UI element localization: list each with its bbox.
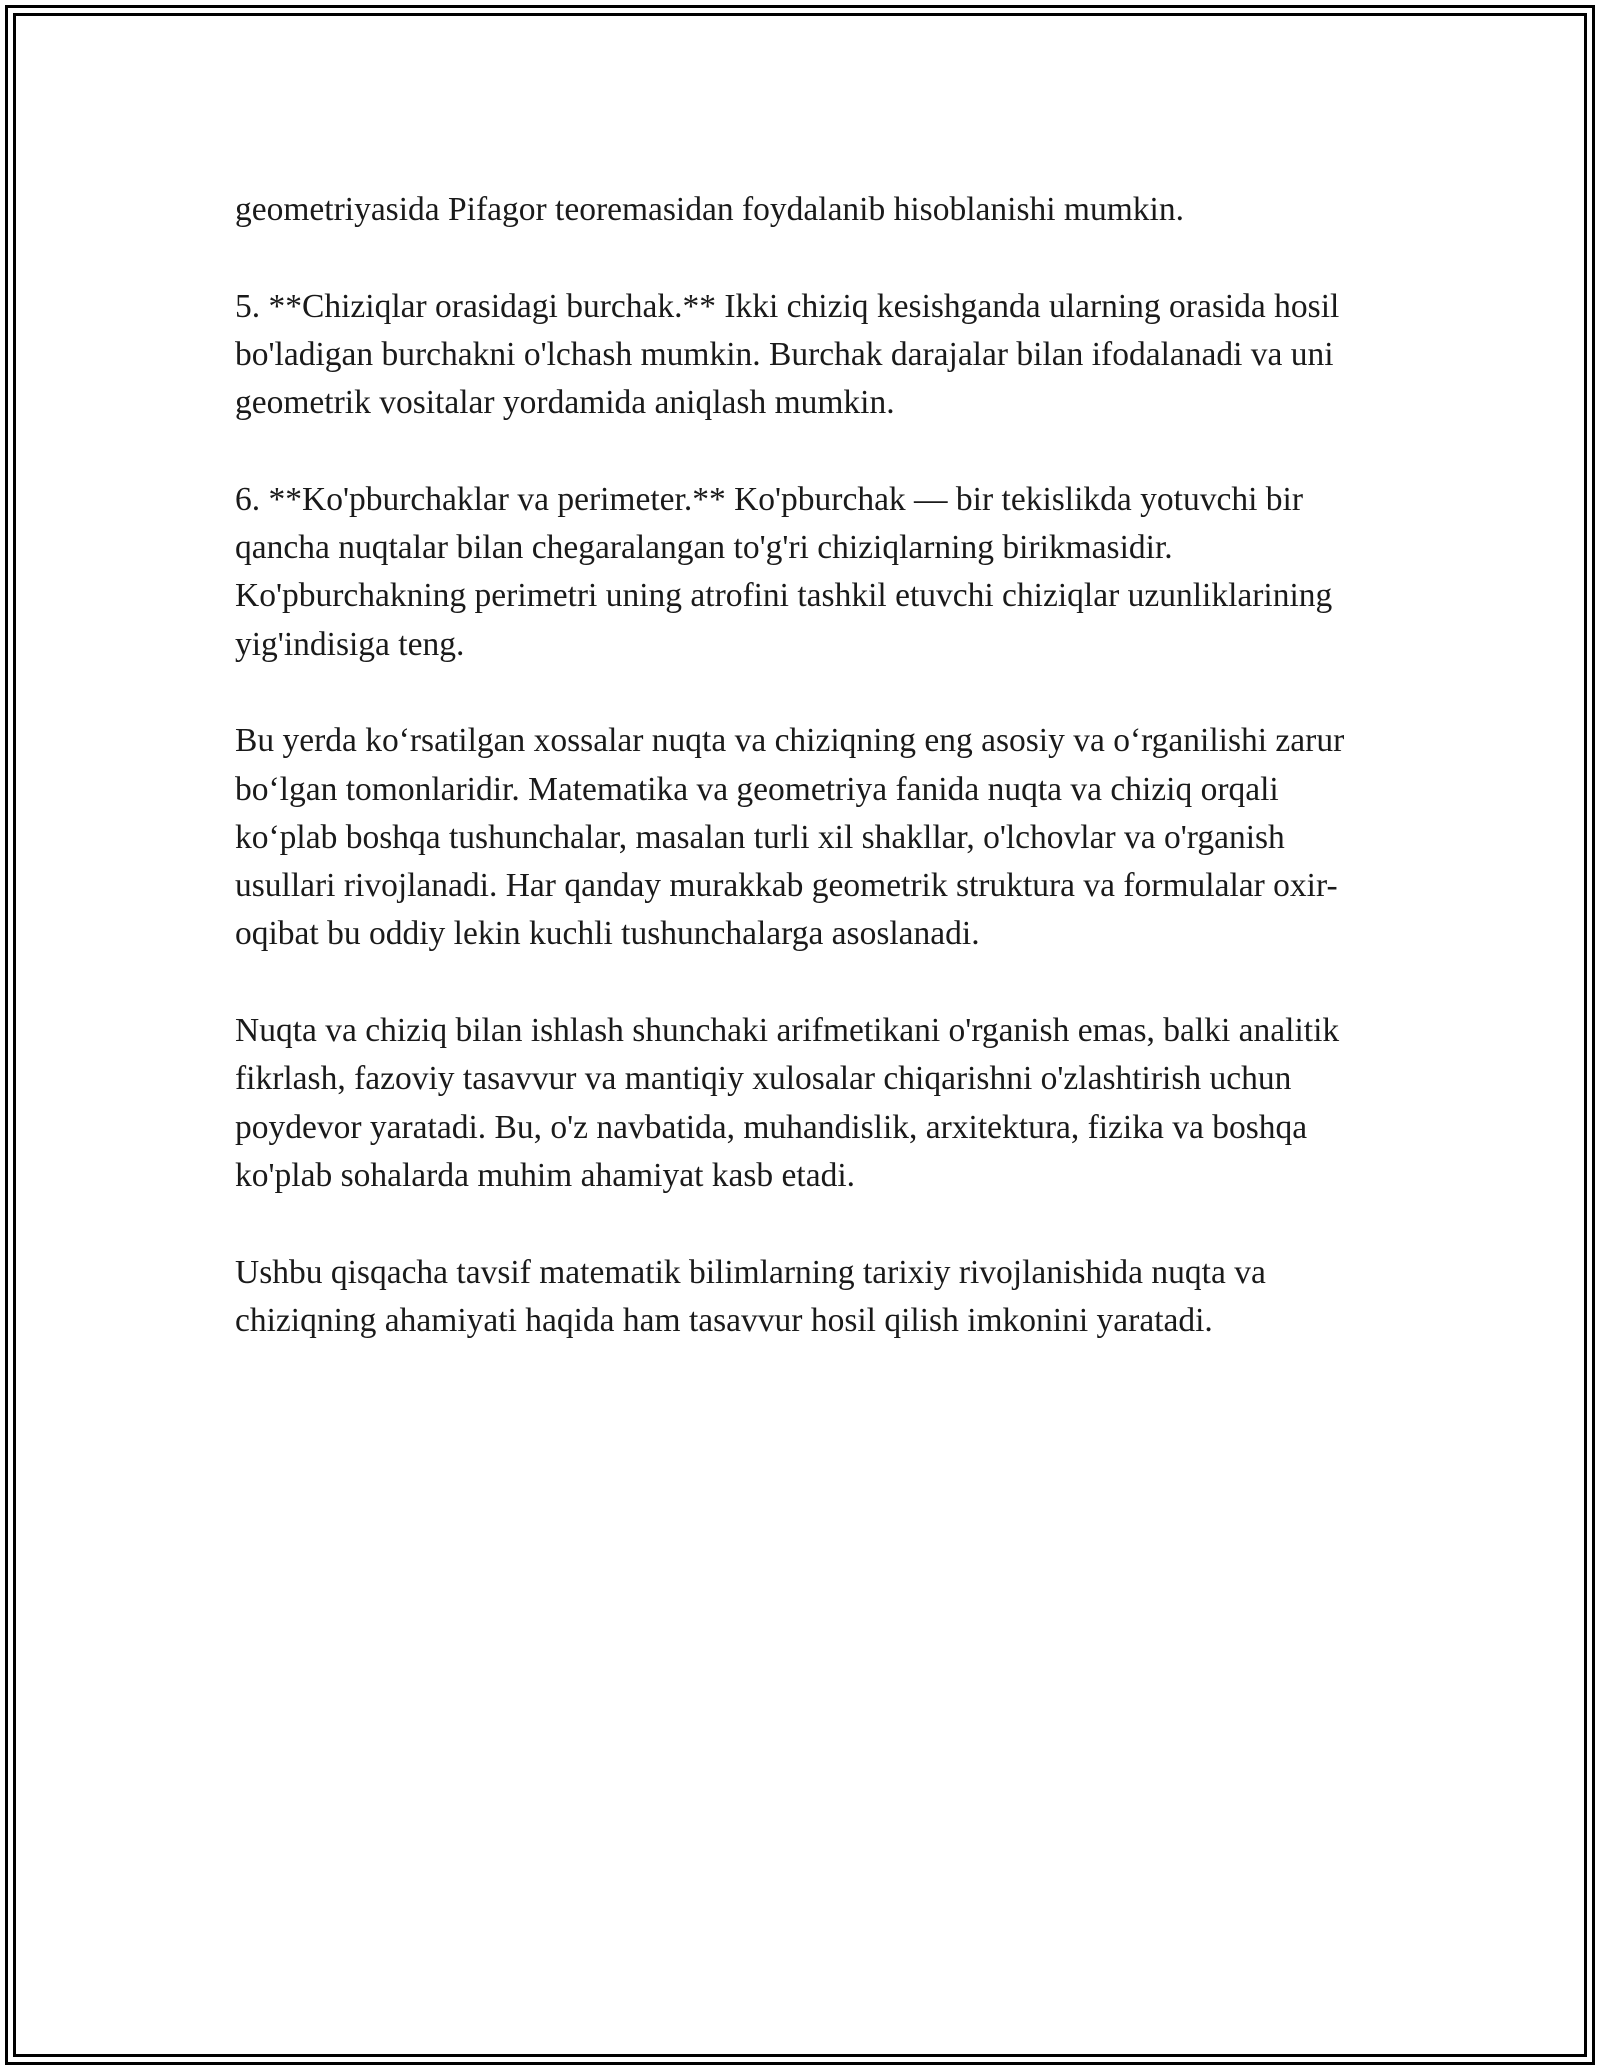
paragraph-angle-between-lines: 5. **Chiziqlar orasidagi burchak.** Ikki chiziq kesishganda ularning orasida hosil bo'ladigan burchakni o'lchash mumkin. Burchak darajalar bilan ifodalanadi va uni geometrik vositalar yordamida aniqlash mumkin.: [235, 287, 1340, 422]
paragraph-historical-conclusion: Ushbu qisqacha tavsif matematik bilimlarning tarixiy rivojlanishida nuqta va chiziqning ahamiyati haqida ham tasavvur hosil qilish imkonini yaratadi.: [235, 1253, 1266, 1339]
document-body: [235, 186, 1375, 1393]
paragraph-properties-summary: Bu yerda ko‘rsatilgan xossalar nuqta va chiziqning eng asosiy va o‘rganilishi zarur bo‘lgan tomonlaridir. Matematika va geometriya fanida nuqta va chiziq orqali ko‘plab boshqa tushunchalar, masalan turli xil shakllar, o'lchovlar va o'rganish usullari rivojlanadi. Har qanday murakkab geometrik struktura va formulalar oxir-oqibat bu oddiy lekin kuchli tushunchalarga asoslanadi.: [235, 722, 1345, 953]
paragraph-pythagoras-continuation: geometriyasida Pifagor teoremasidan foydalanib hisoblanishi mumkin.: [235, 191, 1184, 228]
paragraph-polygons-perimeter: 6. **Ko'pburchaklar va perimeter.** Ko'pburchak — bir tekislikda yotuvchi bir qancha nuqtalar bilan chegaralangan to'g'ri chiziqlarning birikmasidir. Ko'pburchakning perimetri uning atrofini tashkil etuvchi chiziqlar uzunliklarining yig'indisiga teng.: [235, 480, 1333, 663]
paragraph-practical-importance: Nuqta va chiziq bilan ishlash shunchaki arifmetikani o'rganish emas, balki analitik fikrlash, fazoviy tasavvur va mantiqiy xulosalar chiqarishni o'zlashtirish uchun poydevor yaratadi. Bu, o'z navbatida, muhandislik, arxitektura, fizika va boshqa ko'plab sohalarda muhim ahamiyat kasb etadi.: [235, 1012, 1340, 1194]
